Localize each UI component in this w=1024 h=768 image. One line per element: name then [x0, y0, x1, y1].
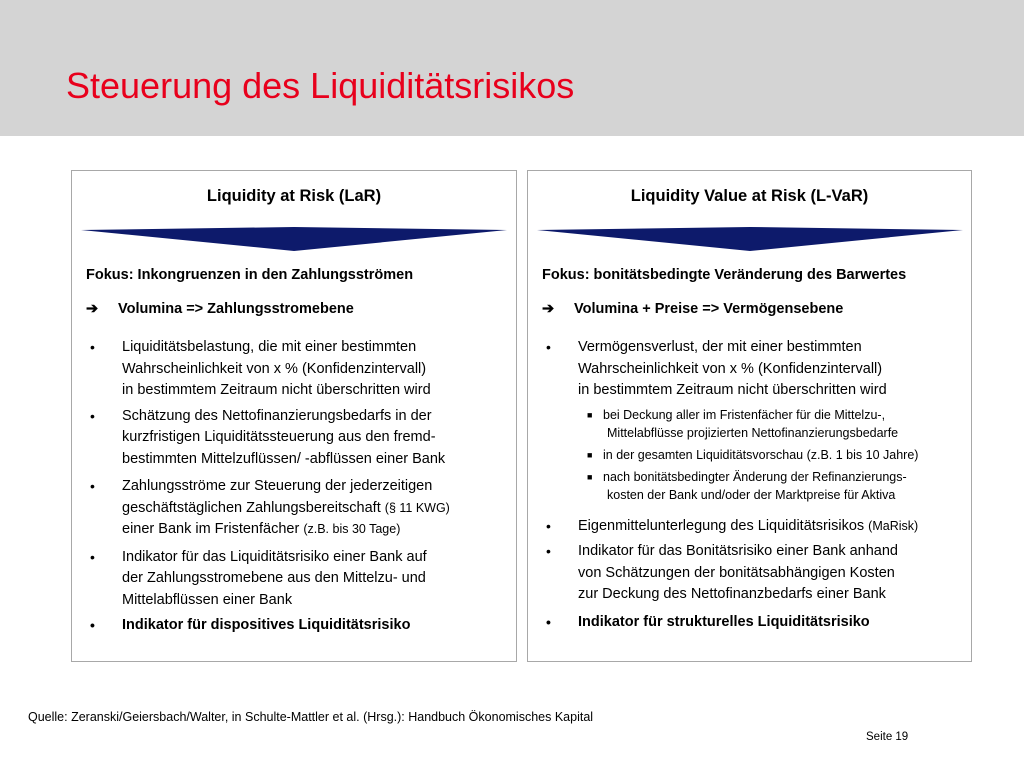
- slide-title: Steuerung des Liquiditätsrisikos: [66, 65, 575, 106]
- bullet-icon: •: [546, 517, 551, 534]
- bullet-icon: •: [546, 613, 551, 630]
- panel-heading: Liquidity Value at Risk (L-VaR): [630, 187, 869, 205]
- list-item: • Schätzung des Nettofinanzierungsbedarfs in der kurzfristigen Liquiditätssteuerung aus den fremd- bestimmten Mittelzuflüssen/ -abflüssen einer Bank: [90, 407, 446, 467]
- square-bullet-icon: ■: [587, 471, 593, 482]
- panel-liquidity-at-risk: [71, 170, 517, 662]
- page-number: Seite 19: [866, 731, 909, 743]
- level-line: [542, 301, 843, 317]
- bullet-list: [542, 337, 962, 633]
- list-item: • Indikator für das Liquiditätsrisiko einer Bank auf der Zahlungsstromebene aus den Mittelzu- und Mittelabflüssen einer Bank: [90, 548, 427, 608]
- list-item: • Indikator für strukturelles Liquiditätsrisiko: [542, 612, 962, 634]
- focus-text: Fokus: Inkongruenzen in den Zahlungsströmen: [86, 267, 414, 283]
- level-text: Volumina + Preise => Vermögensebene: [574, 301, 844, 317]
- square-bullet-icon: ■: [587, 409, 593, 420]
- list-item: • Zahlungsströme zur Steuerung der jederzeitigen geschäftstäglichen Zahlungsbereitschaft (§ 11 KWG) einer Bank im Fristenfächer (z.B. bis 30 Tage): [90, 478, 450, 537]
- focus-text: Fokus: bonitätsbedingte Veränderung des Barwertes: [542, 267, 907, 283]
- source-citation: Quelle: Zeranski/Geiersbach/Walter, in Schulte-Mattler et al. (Hrsg.): Handbuch Ökonomisches Kapital: [28, 710, 594, 724]
- bullet-icon: •: [546, 339, 551, 355]
- bullet-list: [86, 337, 506, 637]
- sub-list-item: ■ nach bonitätsbedingter Änderung der Refinanzierungs- kosten der Bank und/oder der Marktpreise für Aktiva: [587, 469, 907, 502]
- level-text: Volumina => Zahlungsstromebene: [118, 301, 354, 317]
- bullet-icon: •: [90, 339, 95, 355]
- bullet-icon: •: [546, 543, 551, 559]
- list-item: • Liquiditätsbelastung, die mit einer bestimmten Wahrscheinlichkeit von x % (Konfidenzintervall) in bestimmtem Zeitraum nicht überschritten wird: [90, 339, 431, 398]
- bullet-icon: •: [90, 548, 95, 565]
- sub-list-item: ■ in der gesamten Liquiditätsvorschau (z.B. 1 bis 10 Jahre): [587, 447, 919, 462]
- panel-heading: Liquidity at Risk (LaR): [206, 187, 382, 205]
- list-item: • Eigenmittelunterlegung des Liquiditätsrisikos (MaRisk): [542, 516, 962, 538]
- bullet-icon: •: [90, 407, 95, 424]
- list-item: • Indikator für das Bonitätsrisiko einer Bank anhand von Schätzungen der bonitätsabhängigen Kosten zur Deckung des Nettofinanzbedarfs einer Bank: [546, 543, 898, 602]
- list-item: • Vermögensverlust, der mit einer bestimmten Wahrscheinlichkeit von x % (Konfidenzintervall) in bestimmtem Zeitraum nicht überschritten wird: [546, 339, 887, 398]
- panel-liquidity-value-at-risk: [527, 170, 972, 662]
- arrow-right-icon: ➔: [542, 301, 555, 317]
- bullet-icon: •: [90, 478, 95, 494]
- chevron-down-banner: [537, 227, 963, 251]
- sub-list-item: ■ bei Deckung aller im Fristenfächer für die Mittelzu-, Mittelabflüsse projizierten Nettofinanzierungsbedarfe: [587, 407, 899, 440]
- square-bullet-icon: ■: [587, 449, 593, 460]
- list-item: • Indikator für dispositives Liquiditätsrisiko: [86, 615, 506, 637]
- chevron-down-banner: [81, 227, 507, 251]
- bullet-icon: •: [90, 617, 95, 633]
- arrow-right-icon: ➔: [86, 301, 99, 317]
- level-line: [86, 301, 354, 317]
